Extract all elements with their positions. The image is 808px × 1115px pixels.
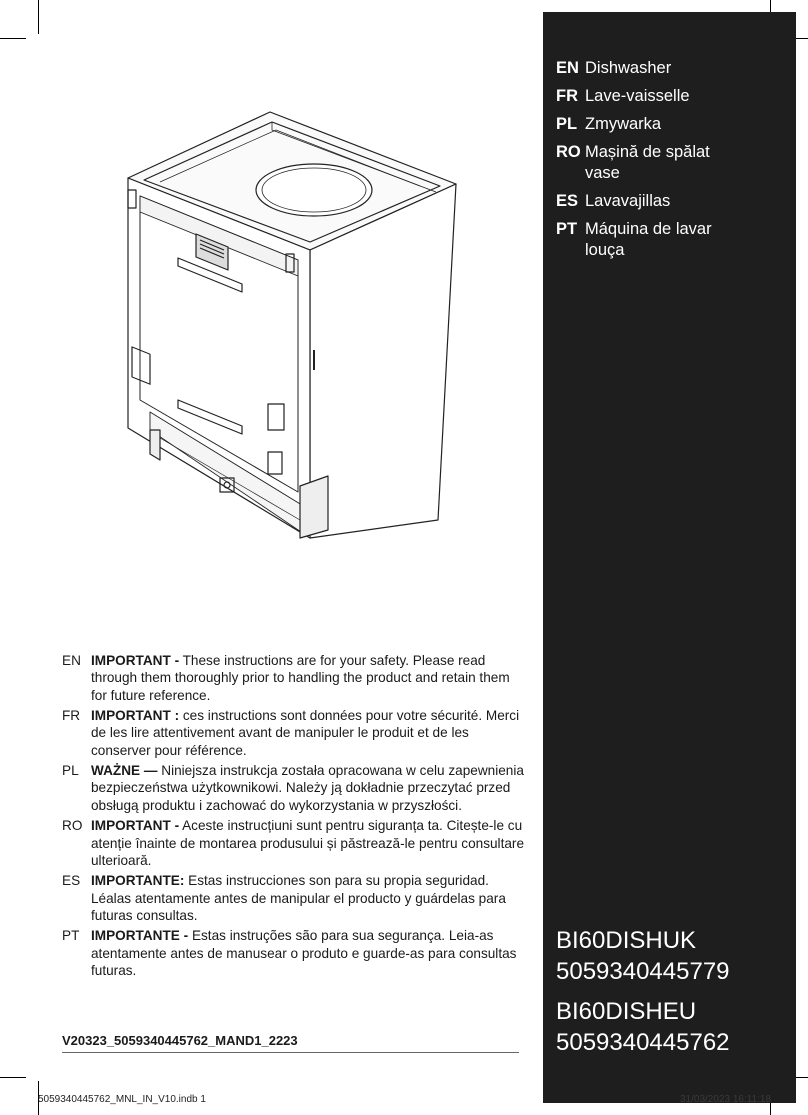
safety-notice: ES IMPORTANTE: Estas instrucciones son para su propia seguridad. Léalas atentamente antes de manipular el producto y guárdelas para futuras consultas.: [62, 873, 506, 923]
model-pair: [556, 996, 730, 1058]
crop-mark: [0, 38, 26, 39]
print-file-name: 5059340445762_MNL_IN_V10.indb 1: [38, 1094, 206, 1105]
ean-code: 5059340445779: [556, 958, 730, 985]
model-code: BI60DISHEU: [556, 998, 697, 1025]
lang-row: PL Zmywarka: [556, 115, 662, 133]
model-code: BI60DISHUK: [556, 927, 697, 954]
model-numbers: [556, 925, 730, 1067]
crop-mark: [0, 1077, 26, 1078]
model-pair: [556, 925, 730, 987]
divider: [62, 1052, 519, 1053]
print-timestamp: 31/03/2023 16:11:18: [680, 1094, 772, 1105]
safety-notice: EN IMPORTANT - These instructions are for your safety. Please read through them thoroughly prior to handling the product and retain them for future reference.: [62, 653, 510, 703]
safety-notice: RO IMPORTANT - Aceste instrucțiuni sunt pentru siguranța ta. Citește-le cu atenție înainte de montarea produsului și păstrează-le pentru consultare ulterioară.: [62, 818, 525, 868]
lang-row: RO Mașină de spălat vase: [556, 143, 710, 182]
ean-code: 5059340445762: [556, 1029, 730, 1056]
safety-notice: PL WAŻNE — Niniejsza instrukcja została opracowana w celu zapewnienia bezpieczeństwa użytkownikowi. Należy ją dokładnie przeczytać przed obsługą produktu i zachować do wykorzystania w przyszłości.: [62, 763, 524, 813]
title-band: [543, 12, 796, 1103]
crop-mark: [38, 0, 39, 34]
safety-notice: PT IMPORTANTE - Estas instruções são para sua segurança. Leia-as atentamente antes de manusear o produto e guarde-as para consultas futuras.: [62, 928, 517, 978]
safety-notice: FR IMPORTANT : ces instructions sont données pour votre sécurité. Merci de les lire attentivement avant de manipuler le produit et de les conserver pour référence.: [62, 708, 520, 758]
lang-row: PT Máquina de lavar louça: [556, 220, 712, 259]
lang-row: ES Lavavajillas: [556, 192, 671, 210]
dishwasher-illustration: [100, 100, 460, 550]
document-reference: V20323_5059340445762_MAND1_2223: [62, 1033, 298, 1048]
lang-row: FR Lave-vaisselle: [556, 87, 690, 105]
product-name-list: [556, 58, 786, 268]
lang-row: EN Dishwasher: [556, 59, 672, 77]
safety-notice-block: [62, 652, 528, 982]
